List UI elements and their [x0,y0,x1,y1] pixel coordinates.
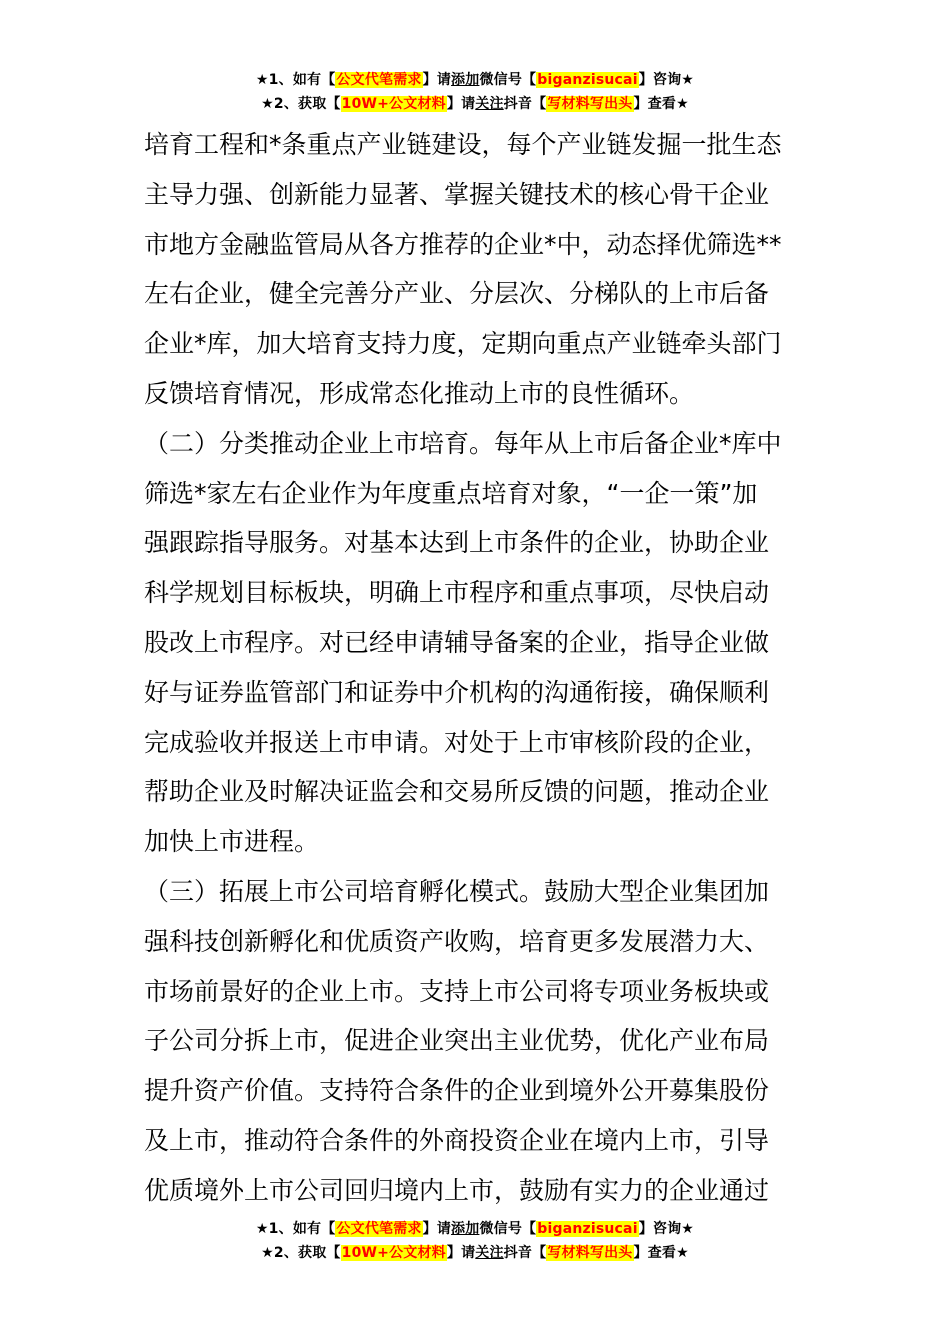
highlight-douyin-account: 写材料写出头 [547,1245,633,1261]
text-line: 主导力强、创新能力显著、掌握关键技术的核心骨干企业 [144,179,770,209]
highlight-materials: 10W+公文材料 [341,1245,446,1261]
section-heading-line: （三）拓展上市公司培育孵化模式。鼓励大型企业集团加 [144,876,770,906]
text-line: 及上市，推动符合条件的外商投资企业在境内上市，引导 [144,1125,770,1155]
text-line: 反馈培育情况，形成常态化推动上市的良性循环。 [144,378,695,408]
section-heading-line: （二）分类推动企业上市培育。每年从上市后备企业*库中 [144,428,782,458]
text-line: 帮助企业及时解决证监会和交易所反馈的问题，推动企业 [144,777,770,807]
highlight-douyin-account: 写材料写出头 [547,96,633,112]
highlight-service: 公文代笔需求 [336,72,422,88]
text-line: 市地方金融监管局从各方推荐的企业*中，动态择优筛选** [144,229,782,259]
text-line: 股改上市程序。对已经申请辅导备案的企业，指导企业做 [144,627,770,657]
text-line: 科学规划目标板块，明确上市程序和重点事项，尽快启动 [144,578,770,608]
text-line: 筛选*家左右企业作为年度重点培育对象，“一企一策”加 [144,478,758,508]
text-line: 强跟踪指导服务。对基本达到上市条件的企业，协助企业 [144,528,770,558]
text-line: 强科技创新孵化和优质资产收购，培育更多发展潜力大、 [144,926,770,956]
header-banner [0,68,950,116]
text-line: 完成验收并报送上市申请。对处于上市审核阶段的企业， [144,727,770,757]
text-line: 提升资产价值。支持符合条件的企业到境外公开募集股份 [144,1076,770,1106]
highlight-wechat-id: biganzisucai [537,1221,638,1237]
highlight-materials: 10W+公文材料 [341,96,446,112]
text-line: 培育工程和*条重点产业链建设，每个产业链发掘一批生态 [144,130,782,159]
highlight-service: 公文代笔需求 [336,1221,422,1237]
text-line: 左右企业，健全完善分产业、分层次、分梯队的上市后备 [144,279,770,309]
footer-banner [0,1217,950,1265]
header-banner-line-1: ★1、如有【公文代笔需求】请添加微信号【biganzisucai】咨询★ [255,72,695,88]
footer-banner-line-1: ★1、如有【公文代笔需求】请添加微信号【biganzisucai】咨询★ [255,1221,695,1237]
text-line: 优质境外上市公司回归境内上市，鼓励有实力的企业通过 [144,1175,770,1205]
text-line: 子公司分拆上市，促进企业突出主业优势，优化产业布局 [144,1026,770,1056]
text-line: 好与证券监管部门和证券中介机构的沟通衔接，确保顺利 [144,677,770,707]
header-banner-line-2: ★2、获取【10W+公文材料】请关注抖音【写材料写出头】查看★ [261,96,689,112]
text-line: 市场前景好的企业上市。支持上市公司将专项业务板块或 [144,976,770,1006]
highlight-wechat-id: biganzisucai [537,72,638,88]
footer-banner-line-2: ★2、获取【10W+公文材料】请关注抖音【写材料写出头】查看★ [261,1245,689,1261]
text-line: 企业*库，加大培育支持力度，定期向重点产业链牵头部门 [144,329,782,359]
document-body [144,120,808,1216]
text-line: 加快上市进程。 [144,827,320,857]
